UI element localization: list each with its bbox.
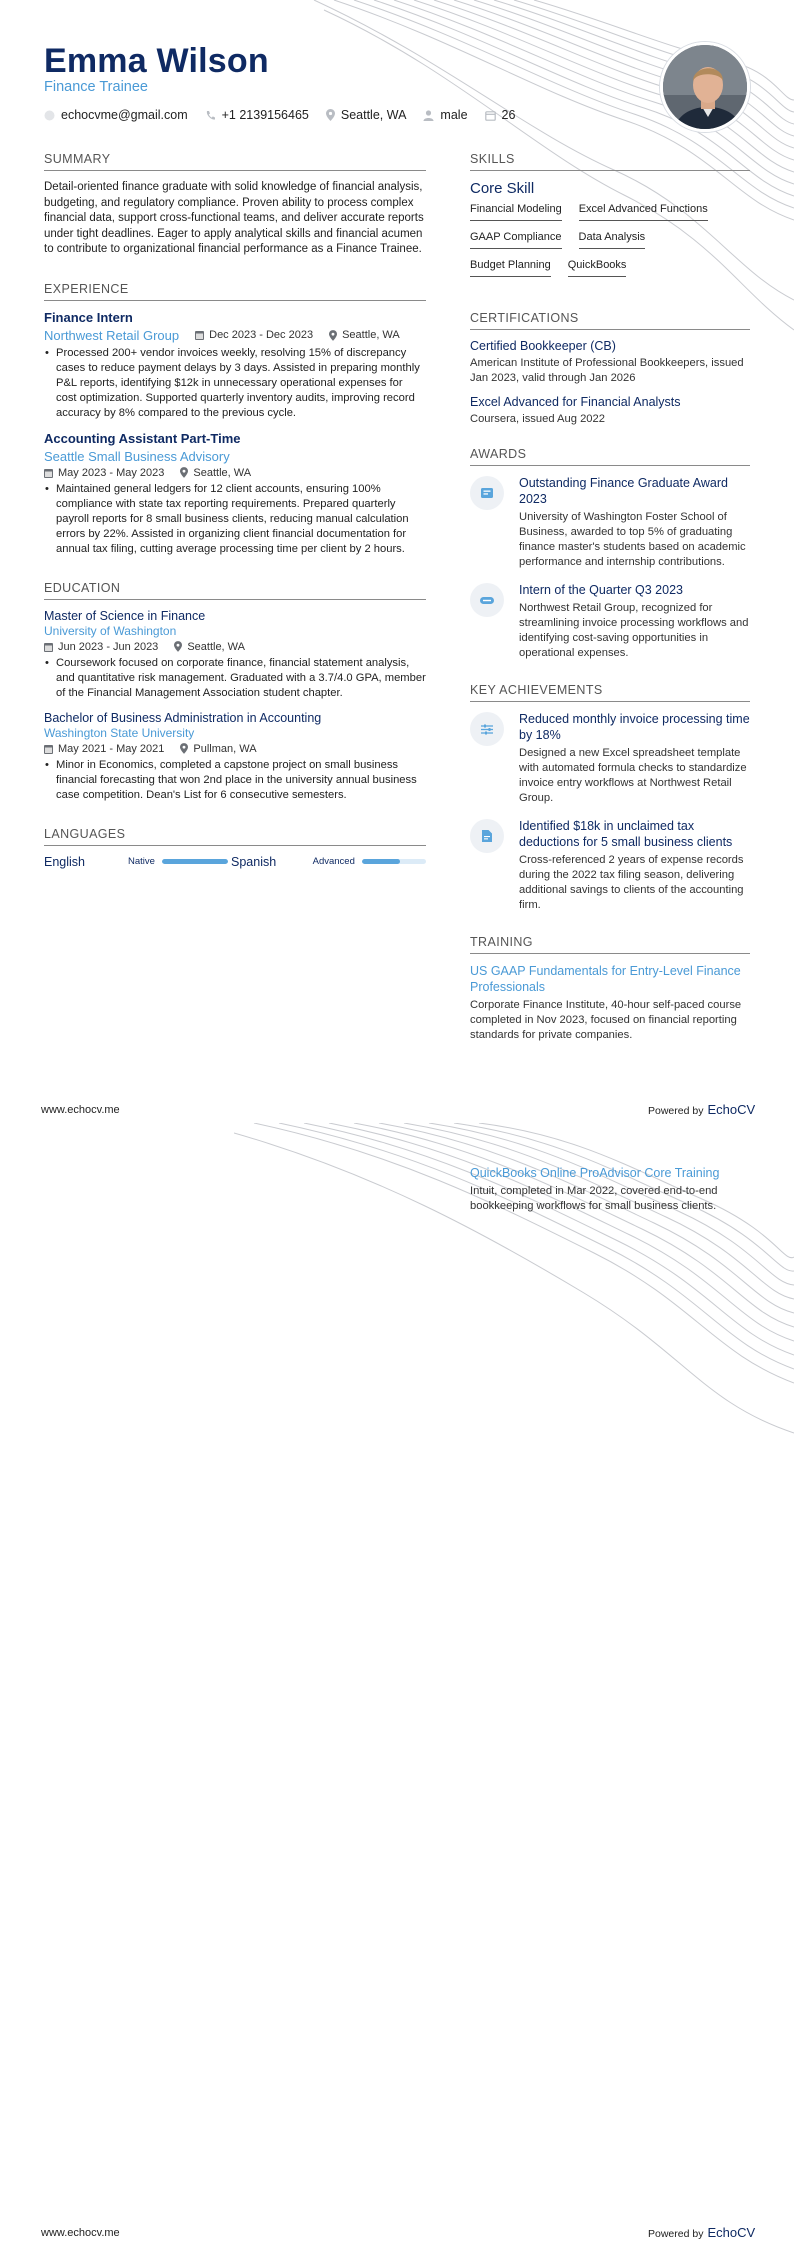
avatar xyxy=(660,42,750,132)
education-bullet: • Minor in Economics, completed a capstone project on small business financial forecasting that won 2nd place in the university annual business case competition. Dean's List for 6 consecutive semesters. xyxy=(45,758,417,801)
email-text: echocvme@gmail.com xyxy=(61,108,188,122)
achievement-desc: Designed a new Excel spreadsheet template with automated formula checks to standardize invoice entry workflows at Northwest Retail Group. xyxy=(519,747,747,804)
skill-tag: Data Analysis xyxy=(579,231,646,249)
contact-bar xyxy=(44,108,532,122)
contact-gender xyxy=(423,108,467,122)
languages-section xyxy=(44,827,426,869)
job-title: Finance Intern xyxy=(44,309,133,325)
job-dates: Dec 2023 - Dec 2023 xyxy=(195,329,313,341)
location-pin-icon xyxy=(180,467,188,478)
section-title-achievements: KEY ACHIEVEMENTS xyxy=(470,683,750,702)
skill-tag: GAAP Compliance xyxy=(470,231,562,249)
education-dates: May 2021 - May 2021 xyxy=(44,743,164,755)
job-title: Accounting Assistant Part-Time xyxy=(44,430,241,446)
bullet-dot: • xyxy=(45,346,49,359)
calendar-icon xyxy=(44,642,53,652)
achievement-item xyxy=(470,818,750,913)
language-name: Spanish xyxy=(231,854,277,869)
section-title-certifications: CERTIFICATIONS xyxy=(470,311,750,330)
awards-section xyxy=(470,447,750,661)
achievement-item xyxy=(470,711,750,806)
skills-section xyxy=(470,152,750,287)
education-meta xyxy=(44,641,426,653)
email-icon xyxy=(44,110,55,121)
section-title-experience: EXPERIENCE xyxy=(44,282,426,301)
person-icon xyxy=(423,110,434,121)
language-level: Native xyxy=(128,856,155,867)
bullet-dot: • xyxy=(45,482,49,495)
achievement-title: Reduced monthly invoice processing time by 18% xyxy=(519,712,750,742)
footer-website[interactable]: www.echocv.me xyxy=(41,1104,120,1116)
powered-by-text: Powered by xyxy=(648,2228,704,2240)
bullet-dot: • xyxy=(45,656,49,669)
training-desc: Corporate Finance Institute, 40-hour self-paced course completed in Nov 2023, focused on financial reporting standards for private companies. xyxy=(470,999,742,1041)
skills-heading: Core Skill xyxy=(470,180,535,197)
section-title-training: TRAINING xyxy=(470,935,750,954)
calendar-icon xyxy=(44,468,53,478)
location-pin-icon xyxy=(180,743,188,754)
left-column xyxy=(44,152,426,893)
section-title-education: EDUCATION xyxy=(44,581,426,600)
candidate-name: Emma Wilson xyxy=(44,42,269,80)
school-name: University of Washington xyxy=(44,623,177,638)
company-name: Seattle Small Business Advisory xyxy=(44,448,230,464)
right-column-continued xyxy=(470,1165,750,1214)
education-section xyxy=(44,581,426,803)
certification-name: Excel Advanced for Financial Analysts xyxy=(470,395,681,409)
footer-website[interactable]: www.echocv.me xyxy=(41,2227,120,2239)
contact-phone[interactable] xyxy=(205,108,309,122)
education-item xyxy=(44,711,426,803)
section-title-languages: LANGUAGES xyxy=(44,827,426,846)
phone-text: +1 2139156465 xyxy=(221,108,309,122)
education-location: Pullman, WA xyxy=(180,743,256,755)
footer-powered-by xyxy=(648,2225,755,2240)
language-item xyxy=(44,855,231,869)
degree-name: Bachelor of Business Administration in Accounting xyxy=(44,710,322,725)
location-pin-icon xyxy=(174,641,182,652)
section-title-skills: SKILLS xyxy=(470,152,750,171)
location-pin-icon xyxy=(329,330,337,341)
certification-desc: Coursera, issued Aug 2022 xyxy=(470,413,605,425)
skill-list xyxy=(470,203,750,287)
company-name: Northwest Retail Group xyxy=(44,327,180,343)
age-text: 26 xyxy=(501,108,516,122)
award-item xyxy=(470,475,750,570)
certifications-section xyxy=(470,311,750,427)
footer-powered-by xyxy=(648,1102,755,1117)
education-item xyxy=(44,609,426,701)
award-body xyxy=(519,475,750,570)
contact-email[interactable] xyxy=(44,108,188,122)
award-body xyxy=(519,582,750,661)
location-pin-icon xyxy=(326,109,335,121)
document-icon xyxy=(470,819,504,853)
summary-section xyxy=(44,152,426,258)
job-location: Seattle, WA xyxy=(329,329,400,341)
sliders-icon xyxy=(470,712,504,746)
language-bar-fill xyxy=(162,859,228,864)
summary-text: Detail-oriented finance graduate with solid knowledge of financial analysis, budgeting, and regulatory compliance. Proven ability to process complex financial data, support cross-functional teams, and deliver accurate reports under tight deadlines. Eager to apply analytical skills and financial acumen to contribute to organizational financial performance as a Finance Trainee. xyxy=(44,181,424,255)
job-meta xyxy=(44,467,426,479)
location-text: Seattle, WA xyxy=(340,108,407,122)
job-bullet: • Maintained general ledgers for 12 client accounts, ensuring 100% compliance with state tax reporting requirements. Prepared quarterly payroll reports for 8 small business clients, reducing manual calculation errors by 22%. Assisted in organizing client financial documentation for annual tax filing, cutting average processing time per client by 2 hours. xyxy=(45,482,409,555)
education-meta xyxy=(44,743,426,755)
education-bullet: • Coursework focused on corporate finance, financial statement analysis, and quantitative risk management. Graduated with a 3.7/4.0 GPA, member of the Financial Management Association student chapter. xyxy=(45,656,426,699)
ticket-icon xyxy=(470,583,504,617)
training-title: QuickBooks Online ProAdvisor Core Training xyxy=(470,1166,720,1180)
training-desc: Intuit, completed in Mar 2022, covered end-to-end bookkeeping workflows for small business clients. xyxy=(470,1185,718,1212)
gender-text: male xyxy=(440,108,468,122)
job-company-row xyxy=(44,449,426,464)
language-bar xyxy=(162,859,228,864)
award-item xyxy=(470,582,750,661)
education-dates: Jun 2023 - Jun 2023 xyxy=(44,641,158,653)
calendar-icon xyxy=(485,110,496,121)
experience-section xyxy=(44,282,426,557)
training-section xyxy=(470,935,750,1043)
achievement-body xyxy=(519,711,750,806)
contact-location xyxy=(326,108,407,122)
bullet-dot: • xyxy=(45,758,49,771)
job-dates: May 2023 - May 2023 xyxy=(44,467,164,479)
language-level: Advanced xyxy=(312,856,355,867)
experience-item xyxy=(44,431,426,557)
award-title: Intern of the Quarter Q3 2023 xyxy=(519,583,683,597)
calendar-icon xyxy=(44,744,53,754)
award-desc: University of Washington Foster School of Business, awarded to top 5% of graduating finance master's students based on academic performance and internship contributions. xyxy=(519,511,746,568)
award-title: Outstanding Finance Graduate Award 2023 xyxy=(519,476,728,506)
degree-name: Master of Science in Finance xyxy=(44,608,206,623)
skill-tag: Excel Advanced Functions xyxy=(579,203,708,221)
language-bar xyxy=(362,859,426,864)
language-name: English xyxy=(44,854,85,869)
section-title-awards: AWARDS xyxy=(470,447,750,466)
school-name: Washington State University xyxy=(44,725,195,740)
contact-age xyxy=(485,108,516,122)
language-item xyxy=(231,855,426,869)
achievement-desc: Cross-referenced 2 years of expense records during the 2022 tax filing season, delivering additional savings to clients of the accounting firm. xyxy=(519,854,744,911)
calendar-icon xyxy=(195,330,204,340)
language-list xyxy=(44,855,426,869)
achievement-title: Identified $18k in unclaimed tax deductions for 5 small business clients xyxy=(519,819,733,849)
skill-tag: Financial Modeling xyxy=(470,203,562,221)
skill-tag: QuickBooks xyxy=(568,259,627,277)
candidate-role: Finance Trainee xyxy=(44,79,148,95)
resume-page-2 xyxy=(0,1123,794,2246)
certification-name: Certified Bookkeeper (CB) xyxy=(470,339,616,353)
brand-logo-text: EchoCV xyxy=(707,2225,756,2240)
right-column xyxy=(470,152,750,1067)
achievement-body xyxy=(519,818,750,913)
section-title-summary: SUMMARY xyxy=(44,152,426,171)
experience-item xyxy=(44,310,426,421)
education-location: Seattle, WA xyxy=(174,641,245,653)
achievements-section xyxy=(470,683,750,913)
language-bar-fill xyxy=(362,859,400,864)
powered-by-text: Powered by xyxy=(648,1105,704,1117)
job-meta xyxy=(44,328,426,343)
phone-icon xyxy=(205,110,216,121)
award-desc: Northwest Retail Group, recognized for streamlining invoice processing workflows and identifying cost-saving opportunities in operational expenses. xyxy=(519,602,749,659)
brand-logo-text: EchoCV xyxy=(707,1102,756,1117)
job-bullet: • Processed 200+ vendor invoices weekly, resolving 15% of discrepancy cases to reduce payment delays by 3 days. Assisted in preparing monthly P&L reports, identifying $12k in unnecessary operational expenses for cost optimization. Supported quarterly inventory audits, improving record accuracy by 8% compared to the previous cycle. xyxy=(45,346,420,419)
portrait-photo xyxy=(663,45,750,132)
certificate-icon xyxy=(470,476,504,510)
skill-tag: Budget Planning xyxy=(470,259,551,277)
training-title: US GAAP Fundamentals for Entry-Level Finance Professionals xyxy=(470,964,741,994)
certification-desc: American Institute of Professional Bookkeepers, issued Jan 2023, valid through Jan 2026 xyxy=(470,357,744,384)
job-location: Seattle, WA xyxy=(180,467,251,479)
